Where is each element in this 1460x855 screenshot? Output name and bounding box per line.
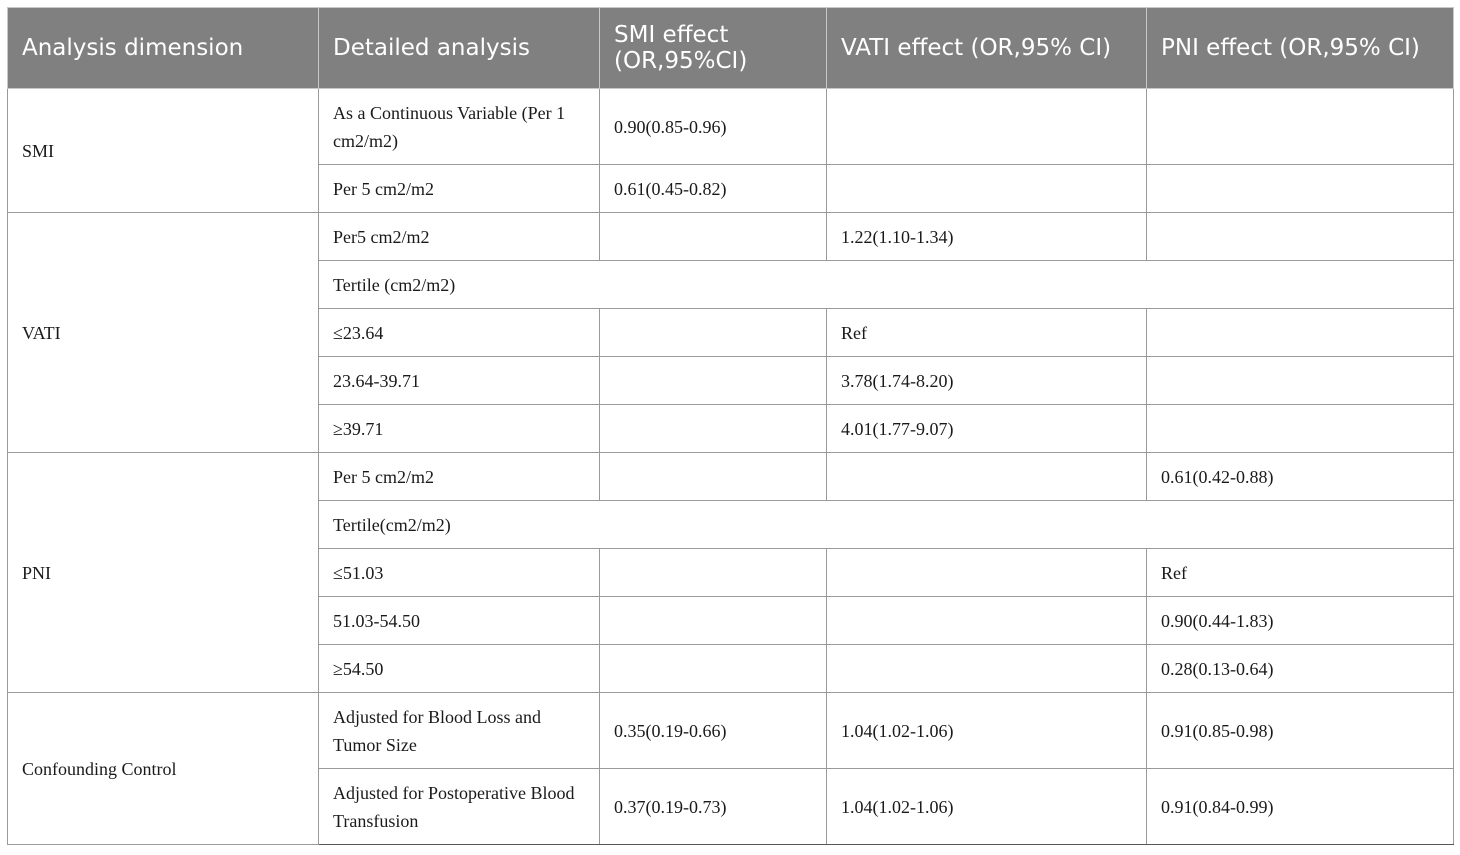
smi-cell — [600, 309, 827, 357]
vati-cell — [827, 597, 1147, 645]
pni-cell: Ref — [1147, 549, 1454, 597]
vati-cell: 3.78(1.74-8.20) — [827, 357, 1147, 405]
smi-cell — [600, 213, 827, 261]
analysis-cell: Per5 cm2/m2 — [319, 213, 600, 261]
pni-cell — [1147, 89, 1454, 165]
group-cell-smi: SMI — [8, 89, 319, 213]
header-pni-effect: PNI effect (OR,95% CI) — [1147, 8, 1454, 89]
vati-cell: 1.04(1.02-1.06) — [827, 769, 1147, 845]
header-smi-effect: SMI effect (OR,95%CI) — [600, 8, 827, 89]
group-cell-pni: PNI — [8, 453, 319, 693]
pni-cell: 0.61(0.42-0.88) — [1147, 453, 1454, 501]
pni-cell: 0.28(0.13-0.64) — [1147, 645, 1454, 693]
smi-cell: 0.90(0.85-0.96) — [600, 89, 827, 165]
smi-cell: 0.61(0.45-0.82) — [600, 165, 827, 213]
pni-cell: 0.91(0.84-0.99) — [1147, 769, 1454, 845]
tertile-subheader: Tertile(cm2/m2) — [319, 501, 1454, 549]
pni-cell — [1147, 309, 1454, 357]
analysis-cell: Adjusted for Blood Loss and Tumor Size — [319, 693, 600, 769]
header-analysis-dimension: Analysis dimension — [8, 8, 319, 89]
table-row — [8, 693, 1454, 769]
table-row — [8, 213, 1454, 261]
analysis-cell: Per 5 cm2/m2 — [319, 453, 600, 501]
vati-cell — [827, 89, 1147, 165]
vati-cell: 1.22(1.10-1.34) — [827, 213, 1147, 261]
smi-cell — [600, 453, 827, 501]
header-row — [8, 8, 1454, 89]
tertile-subheader: Tertile (cm2/m2) — [319, 261, 1454, 309]
header-vati-effect: VATI effect (OR,95% CI) — [827, 8, 1147, 89]
group-cell-vati: VATI — [8, 213, 319, 453]
analysis-cell: ≥54.50 — [319, 645, 600, 693]
analysis-cell: 51.03-54.50 — [319, 597, 600, 645]
analysis-cell: ≤23.64 — [319, 309, 600, 357]
smi-cell — [600, 597, 827, 645]
analysis-cell: 23.64-39.71 — [319, 357, 600, 405]
table-row — [8, 89, 1454, 165]
vati-cell: 4.01(1.77-9.07) — [827, 405, 1147, 453]
results-table — [7, 7, 1454, 845]
smi-cell — [600, 405, 827, 453]
analysis-cell: Per 5 cm2/m2 — [319, 165, 600, 213]
vati-cell — [827, 549, 1147, 597]
analysis-cell: ≤51.03 — [319, 549, 600, 597]
analysis-cell: ≥39.71 — [319, 405, 600, 453]
analysis-cell: Adjusted for Postoperative Blood Transfusion — [319, 769, 600, 845]
group-cell-confounding: Confounding Control — [8, 693, 319, 845]
table-row — [8, 453, 1454, 501]
smi-cell: 0.35(0.19-0.66) — [600, 693, 827, 769]
pni-cell: 0.90(0.44-1.83) — [1147, 597, 1454, 645]
pni-cell — [1147, 165, 1454, 213]
smi-cell — [600, 549, 827, 597]
vati-cell: 1.04(1.02-1.06) — [827, 693, 1147, 769]
vati-cell — [827, 645, 1147, 693]
vati-cell — [827, 453, 1147, 501]
pni-cell — [1147, 213, 1454, 261]
vati-cell — [827, 165, 1147, 213]
analysis-cell: As a Continuous Variable (Per 1 cm2/m2) — [319, 89, 600, 165]
pni-cell — [1147, 357, 1454, 405]
smi-cell: 0.37(0.19-0.73) — [600, 769, 827, 845]
smi-cell — [600, 645, 827, 693]
vati-cell: Ref — [827, 309, 1147, 357]
header-detailed-analysis: Detailed analysis — [319, 8, 600, 89]
pni-cell: 0.91(0.85-0.98) — [1147, 693, 1454, 769]
smi-cell — [600, 357, 827, 405]
pni-cell — [1147, 405, 1454, 453]
